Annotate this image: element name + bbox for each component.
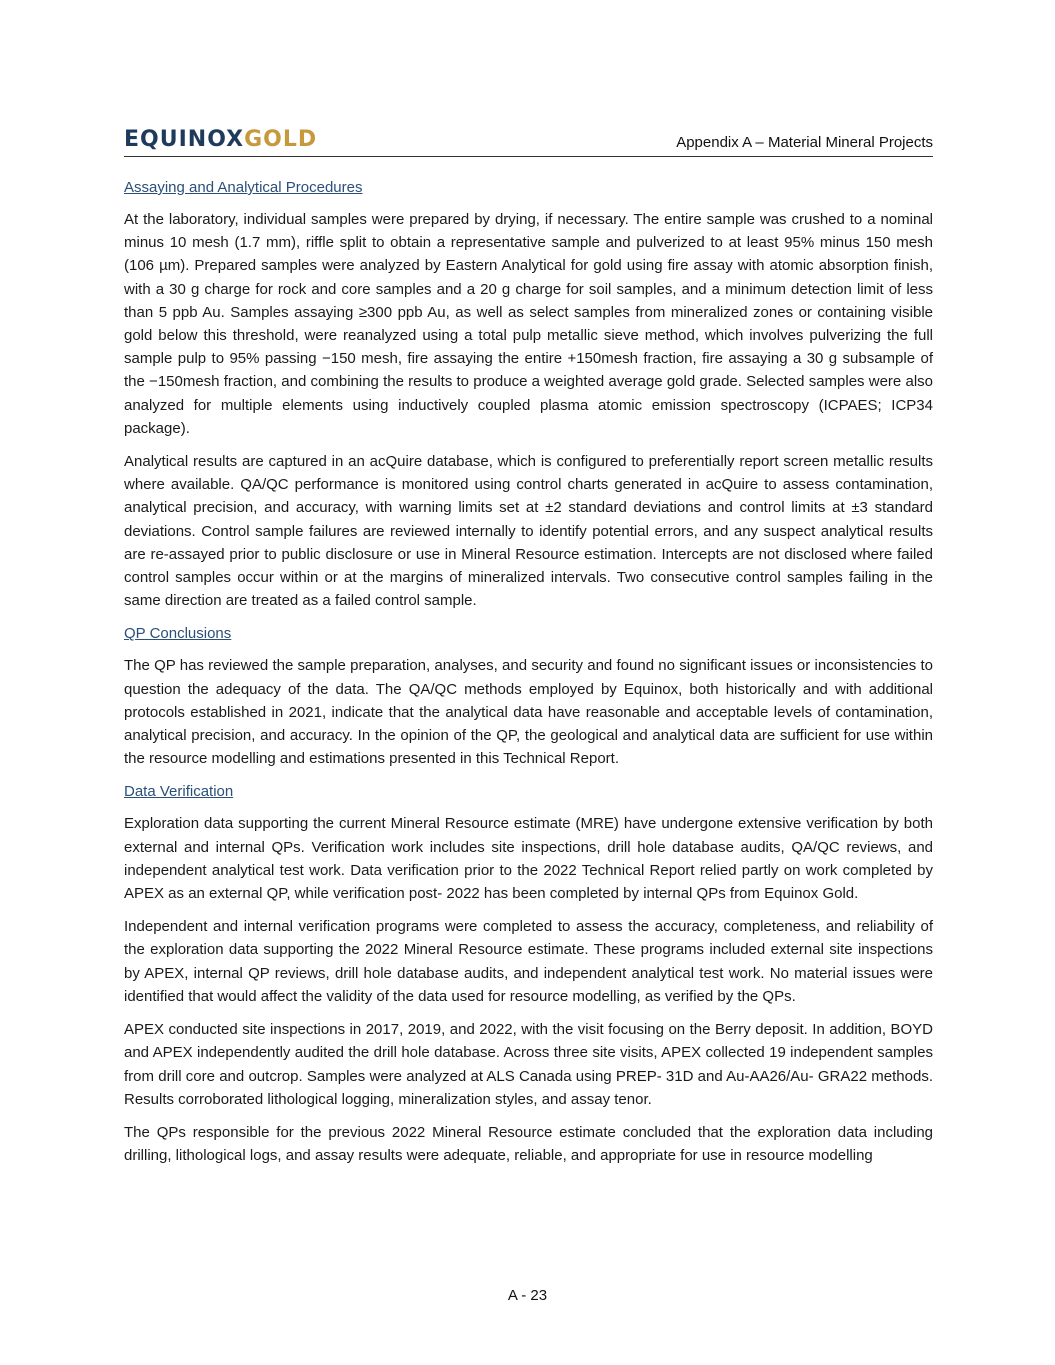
paragraph: Analytical results are captured in an acQuire database, which is configured to preferentially report screen metallic results where available. QA/QC performance is monitored using control charts generated in acQuire to assess contamination, analytical precision, and accuracy, with warning limits set at ±2 standard deviations and control limits at ±3 standard deviations. Control sample failures are reviewed internally to identify potential errors, and any suspect analytical results are re-assayed prior to public disclosure or use in Mineral Resource estimation. Intercepts are not disclosed where failed control samples occur within or at the margins of mineralized intervals. Two consecutive control samples failing in the same direction are treated as a failed control sample. xyxy=(124,453,933,610)
document-body xyxy=(124,176,933,1177)
page-header xyxy=(124,126,933,157)
section-heading-assaying: Assaying and Analytical Procedures xyxy=(124,179,363,196)
page-number: A - 23 xyxy=(507,1287,548,1304)
paragraph: Independent and internal verification programs were completed to assess the accuracy, completeness, and reliability of the exploration data supporting the 2022 Mineral Resource estimate. These programs included external site inspections by APEX, internal QP reviews, drill hole database audits, and independent analytical test work. No material issues were identified that would affect the validity of the data used for resource modelling, as verified by the QPs. xyxy=(124,918,933,1005)
header-title: Appendix A – Material Mineral Projects xyxy=(676,134,933,151)
paragraph: The QP has reviewed the sample preparation, analyses, and security and found no significant issues or inconsistencies to question the adequacy of the data. The QA/QC methods employed by Equinox, both historically and with additional protocols established in 2021, indicate that the analytical data have reasonable and acceptable levels of contamination, analytical precision, and accuracy. In the opinion of the QP, the geological and analytical data are sufficient for use within the resource modelling and estimations presented in this Technical Report. xyxy=(124,657,933,768)
paragraph: APEX conducted site inspections in 2017, 2019, and 2022, with the visit focusing on the Berry deposit. In addition, BOYD and APEX independently audited the drill hole database. Across three site visits, APEX collected 19 independent samples from drill core and outcrop. Samples were analyzed at ALS Canada using PREP- 31D and Au-AA26/Au- GRA22 methods. Results corroborated lithological logging, mineralization styles, and assay tenor. xyxy=(124,1021,933,1108)
equinox-gold-logo xyxy=(124,127,317,153)
paragraph: Exploration data supporting the current Mineral Resource estimate (MRE) have undergone extensive verification by both external and internal QPs. Verification work includes site inspections, drill hole database audits, QA/QC reviews, and independent analytical test work. Data verification prior to the 2022 Technical Report relied partly on work completed by APEX as an external QP, while verification post- 2022 has been completed by internal QPs from Equinox Gold. xyxy=(124,815,933,903)
paragraph: At the laboratory, individual samples were prepared by drying, if necessary. The entire sample was crushed to a nominal minus 10 mesh (1.7 mm), riffle split to obtain a representative sample and pulverized to at least 95% minus 150 mesh (106 µm). Prepared samples were analyzed by Eastern Analytical for gold using fire assay with atomic absorption finish, with a 30 g charge for rock and core samples and a 20 g charge for soil samples, and a minimum detection limit of less than 5 ppb Au. Samples assaying ≥300 ppb Au, as well as select samples from mineralized zones or containing visible gold below this threshold, were reanalyzed using a total pulp metallic sieve method, which involves pulverizing the full sample pulp to 95% passing −150 mesh, fire assaying the entire +150mesh fraction, fire assaying a 30 g subsample of the −150mesh fraction, and combining the results to produce a weighted average gold grade. Selected samples were also analyzed for multiple elements using inductively coupled plasma atomic emission spectroscopy (ICPAES; ICP34 package). xyxy=(124,211,933,437)
section-heading-data-verification: Data Verification xyxy=(124,783,234,801)
section-heading-qp-conclusions: QP Conclusions xyxy=(124,625,232,643)
logo-word-gold: GOLD xyxy=(244,127,318,152)
logo-word-equinox: EQUINOX xyxy=(124,127,245,152)
paragraph: The QPs responsible for the previous 2022 Mineral Resource estimate concluded that the exploration data including drilling, lithological logs, and assay results were adequate, reliable, and appropriate for use in resource modelling xyxy=(124,1123,933,1165)
